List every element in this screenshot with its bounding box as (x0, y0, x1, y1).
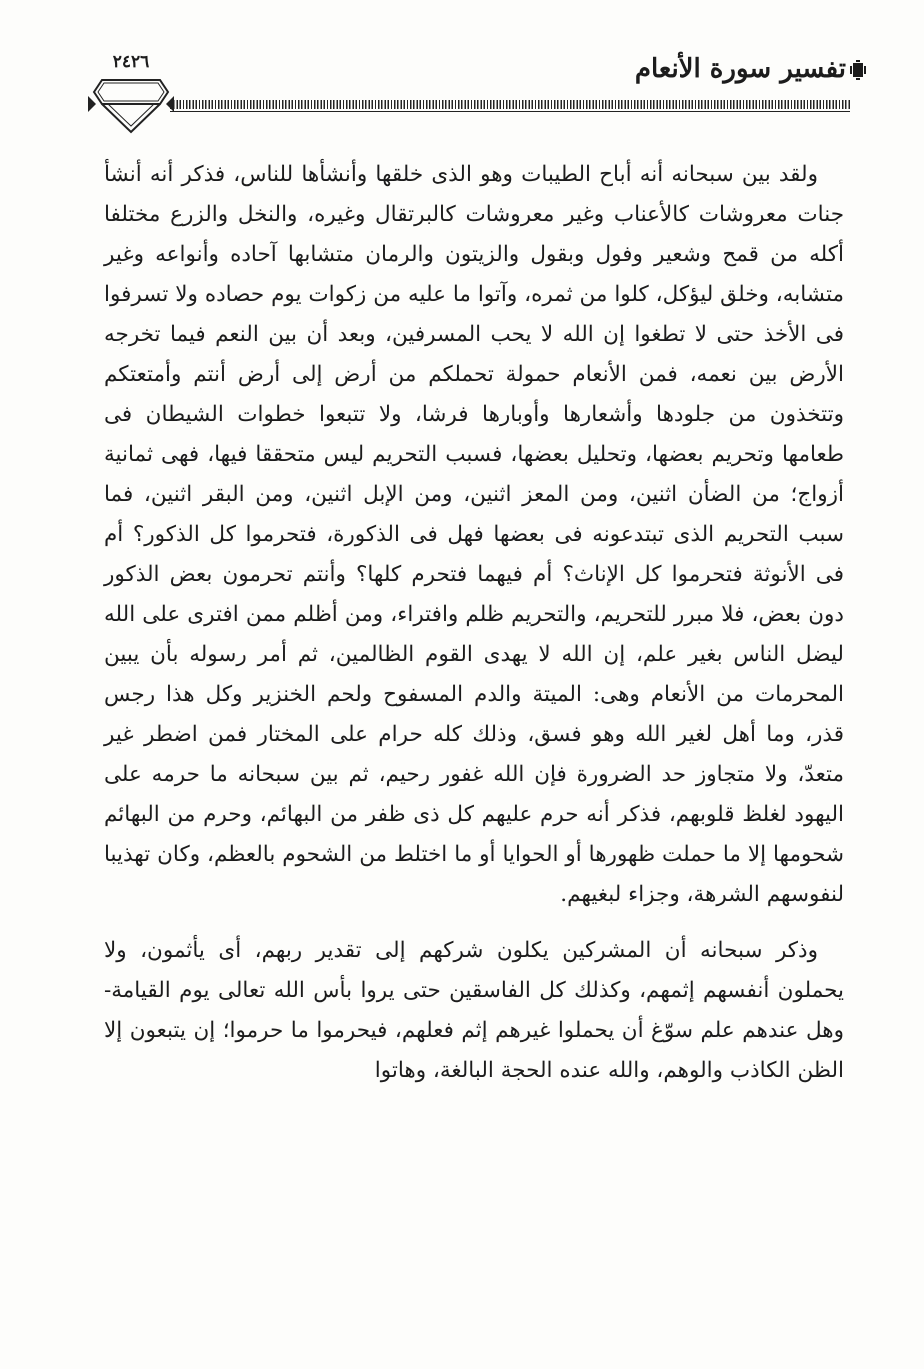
ornament-icon (850, 60, 866, 80)
paragraph-2: وذكر سبحانه أن المشركين يكلون شركهم إلى تقدير ربهم، أى يأثمون، ولا يحملون أنفسهم إثمهم، وكذلك كل الفاسقين حتى يروا بأس الله تعالى يوم القيامة- وهل عندهم علم سوّغ أن يحملوا غيرهم إثم فعلهم، فيحرموا ما حرموا؛ إن يتبعون إلا الظن الكاذب والوهم، والله عنده الحجة البالغة، وهاتوا (104, 938, 844, 1083)
page-number: ٢٤٢٦ (112, 52, 150, 72)
page-header (88, 44, 866, 134)
page-number-frame-icon (88, 74, 174, 136)
running-title: تفسير سورة الأنعام (634, 54, 846, 84)
header-rule-divider (170, 100, 850, 109)
body-text (104, 155, 844, 1091)
paragraph-1: ولقد بين سبحانه أنه أباح الطيبات وهو الذى خلقها وأنشأها للناس، فذكر أنه أنشأ جنات معروشات كالأعناب وغير معروشات كالبرتقال وغيره، والنخل والزرع مختلفا أكله من قمح وشعير وفول وبقول والزيتون والرمان متشابها آحاده وأنواعه وغير متشابه، وخلق ليؤكل، كلوا من ثمره، وآتوا ما عليه من زكوات يوم حصاده ولا تسرفوا فى الأخذ حتى لا تطغوا إن الله لا يحب المسرفين، وبعد أن بين النعم فيما تخرجه الأرض بين نعمه، فمن الأنعام حمولة تحملكم من أرض إلى أرض أنتم وأمتعتكم وتتخذون من جلودها وأشعارها وأوبارها فرشا، ولا تتبعوا خطوات الشيطان فى طعامها وتحريم بعضها، وتحليل بعضها، فسبب التحريم ليس متحققا فيها، فهى ثمانية أزواج؛ من الضأن اثنين، ومن المعز اثنين، ومن الإبل اثنين، ومن البقر اثنين، فما سبب التحريم الذى تبتدعونه فى بعضها فهل فى الذكورة، فتحرموا كل الذكور؟ أم فى الأنوثة فتحرموا كل الإناث؟ أم فيهما فتحرم كلها؟ وأنتم تحرمون بعض الذكور دون بعض، فلا مبرر للتحريم، والتحريم ظلم وافتراء، ومن أظلم ممن افترى على الله ليضل الناس بغير علم، إن الله لا يهدى القوم الظالمين، ثم أمر رسوله بأن يبين المحرمات من الأنعام وهى: الميتة والدم المسفوح ولحم الخنزير وكل هذا رجس قذر، وما أهل لغير الله وهو فسق، وذلك كله حرام على المختار فمن اضطر غير متعدّ، ولا متجاوز حد الضرورة فإن الله غفور رحيم، ثم بين سبحانه ما حرمه على اليهود لغلظ قلوبهم، فذكر أنه حرم عليهم كل ذى ظفر من البهائم، وحرم من البهائم شحومها إلا ما حملت ظهورها أو الحوايا أو ما اختلط من الشحوم بالعظم، وكان تهذيبا لنفوسهم الشرهة، وجزاء لبغيهم. (104, 162, 844, 907)
